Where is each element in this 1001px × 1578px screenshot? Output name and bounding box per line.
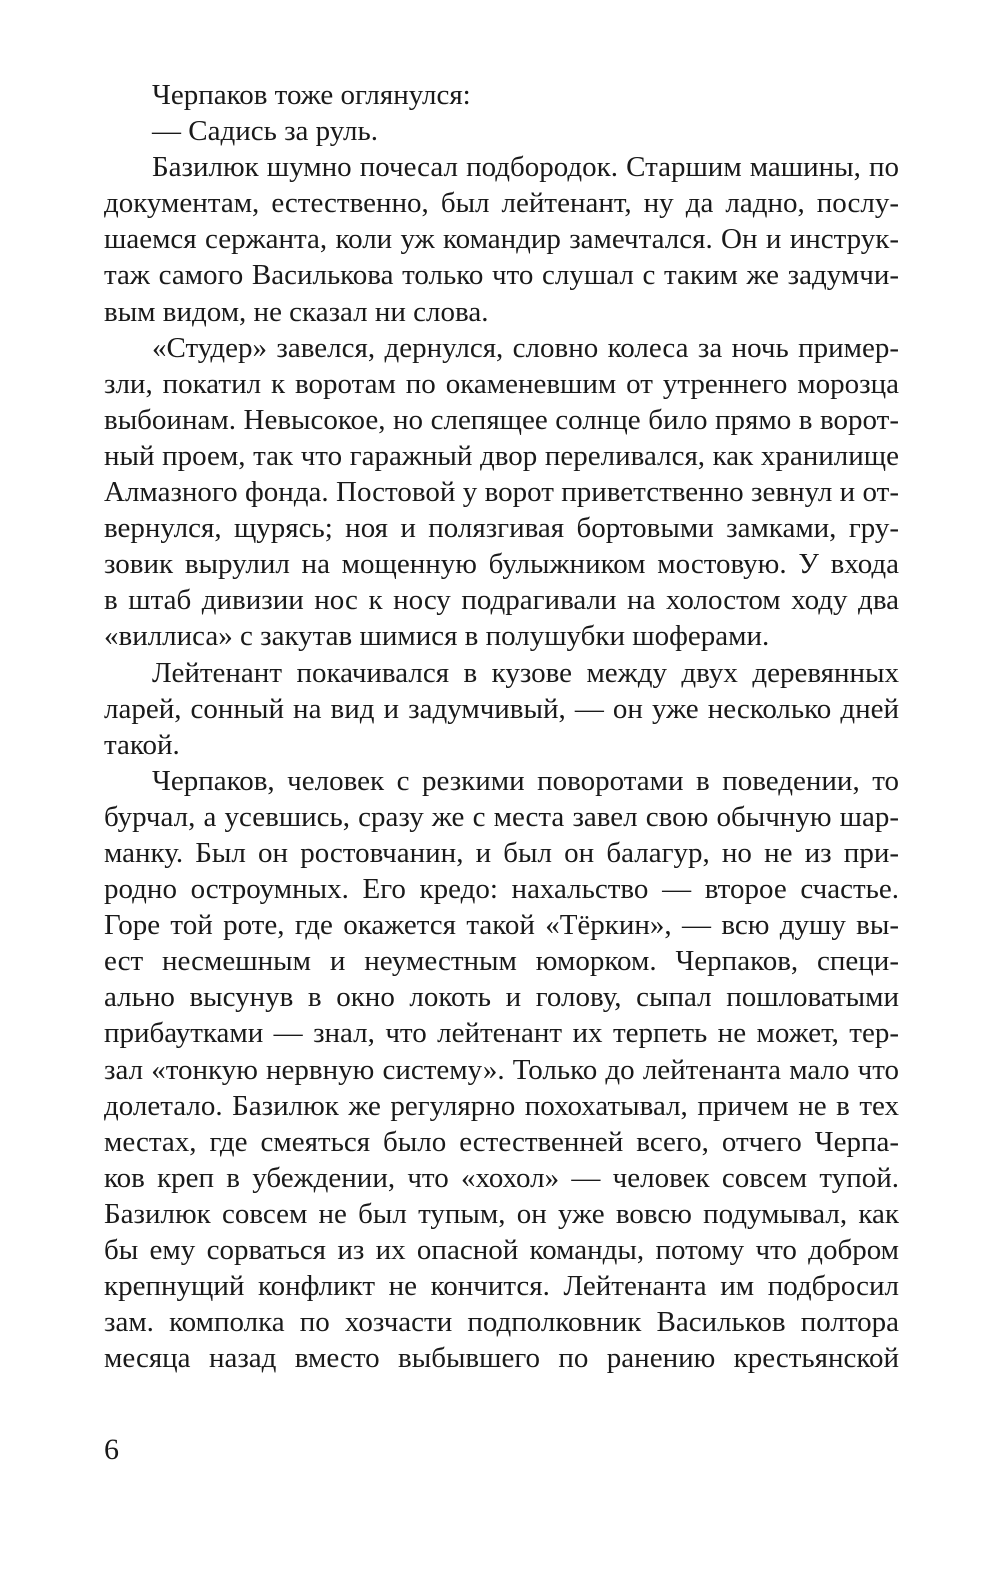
text-line: Черпаков тоже оглянулся: — [152, 79, 471, 111]
text-line: вым видом, не сказал ни слова. — [104, 295, 489, 328]
text-line: вернулся, щурясь; ноя и полязгивая бортовыми замками, гру- — [104, 512, 899, 545]
text-line: долетало. Базилюк же регулярно похохатывал, причем не в тех — [104, 1089, 899, 1122]
text-line: Горе той роте, где окажется такой «Тёркин», — всю душу вы- — [104, 909, 899, 942]
text-line: ларей, сонный на вид и задумчивый, — он уже несколько дней — [104, 692, 899, 725]
text-line: ест несмешным и неуместным юморком. Черпаков, специ- — [104, 945, 899, 978]
text-line: крепнущий конфликт не кончится. Лейтенанта им подбросил — [104, 1270, 899, 1303]
text-line: выбоинам. Невысокое, но слепящее солнце било прямо в ворот- — [104, 403, 899, 436]
text-line: Базилюк шумно почесал подбородок. Старшим машины, по — [152, 151, 899, 184]
text-line: ный проем, так что гаражный двор переливался, как хранилище — [104, 439, 899, 472]
text-line: «виллиса» с закутав шимися в полушубки шоферами. — [104, 620, 770, 653]
text-line: зал «тонкую нервную систему». Только до лейтенанта мало что — [104, 1053, 899, 1086]
text-line: зам. комполка по хозчасти подполковник Васильков полтора — [104, 1306, 899, 1339]
text-line: такой. — [104, 728, 180, 761]
text-line: ально высунув в окно локоть и голову, сыпал пошловатыми — [104, 981, 899, 1014]
text-line: Черпаков, человек с резкими поворотами в поведении, то — [152, 764, 899, 797]
text-line: бурчал, а усевшись, сразу же с места завел свою обычную шар- — [104, 800, 899, 833]
text-line: — Садись за руль. — [152, 115, 378, 148]
text-line: ков креп в убеждении, что «хохол» — человек совсем тупой. — [104, 1161, 899, 1194]
text-line: зли, покатил к воротам по окаменевшим от утреннего морозца — [104, 367, 899, 400]
text-line: Лейтенант покачивался в кузове между двух деревянных — [152, 656, 899, 689]
text-line: шаемся сержанта, коли уж командир замечтался. Он и инструк- — [104, 223, 899, 256]
text-line: бы ему сорваться из их опасной команды, потому что добром — [104, 1234, 899, 1266]
text-line: месяца назад вместо выбывшего по ранению крестьянской — [104, 1342, 899, 1375]
page-number: 6 — [104, 1433, 119, 1466]
text-line: родно остроумных. Его кредо: нахальство — второе счастье. — [104, 873, 899, 906]
text-line: прибаутками — знал, что лейтенант их терпеть не может, тер- — [104, 1017, 899, 1050]
text-line: таж самого Василькова только что слушал с таким же задумчи- — [104, 259, 899, 292]
body-text — [104, 77, 899, 1376]
text-line: местах, где смеяться было естественней всего, отчего Черпа- — [104, 1125, 899, 1158]
text-line: Алмазного фонда. Постовой у ворот приветственно зевнул и от- — [104, 476, 899, 509]
text-line: документам, естественно, был лейтенант, ну да ладно, послу- — [104, 187, 899, 220]
text-line: в штаб дивизии нос к носу подрагивали на холостом ходу два — [104, 584, 899, 617]
text-line: манку. Был он ростовчанин, и был он балагур, но не из при- — [104, 836, 899, 869]
text-line: Базилюк совсем не был тупым, он уже вовсю подумывал, как — [104, 1197, 899, 1230]
text-line: «Студер» завелся, дернулся, словно колеса за ночь пример- — [152, 331, 899, 364]
text-line: зовик вырулил на мощенную булыжником мостовую. У входа — [104, 548, 899, 581]
